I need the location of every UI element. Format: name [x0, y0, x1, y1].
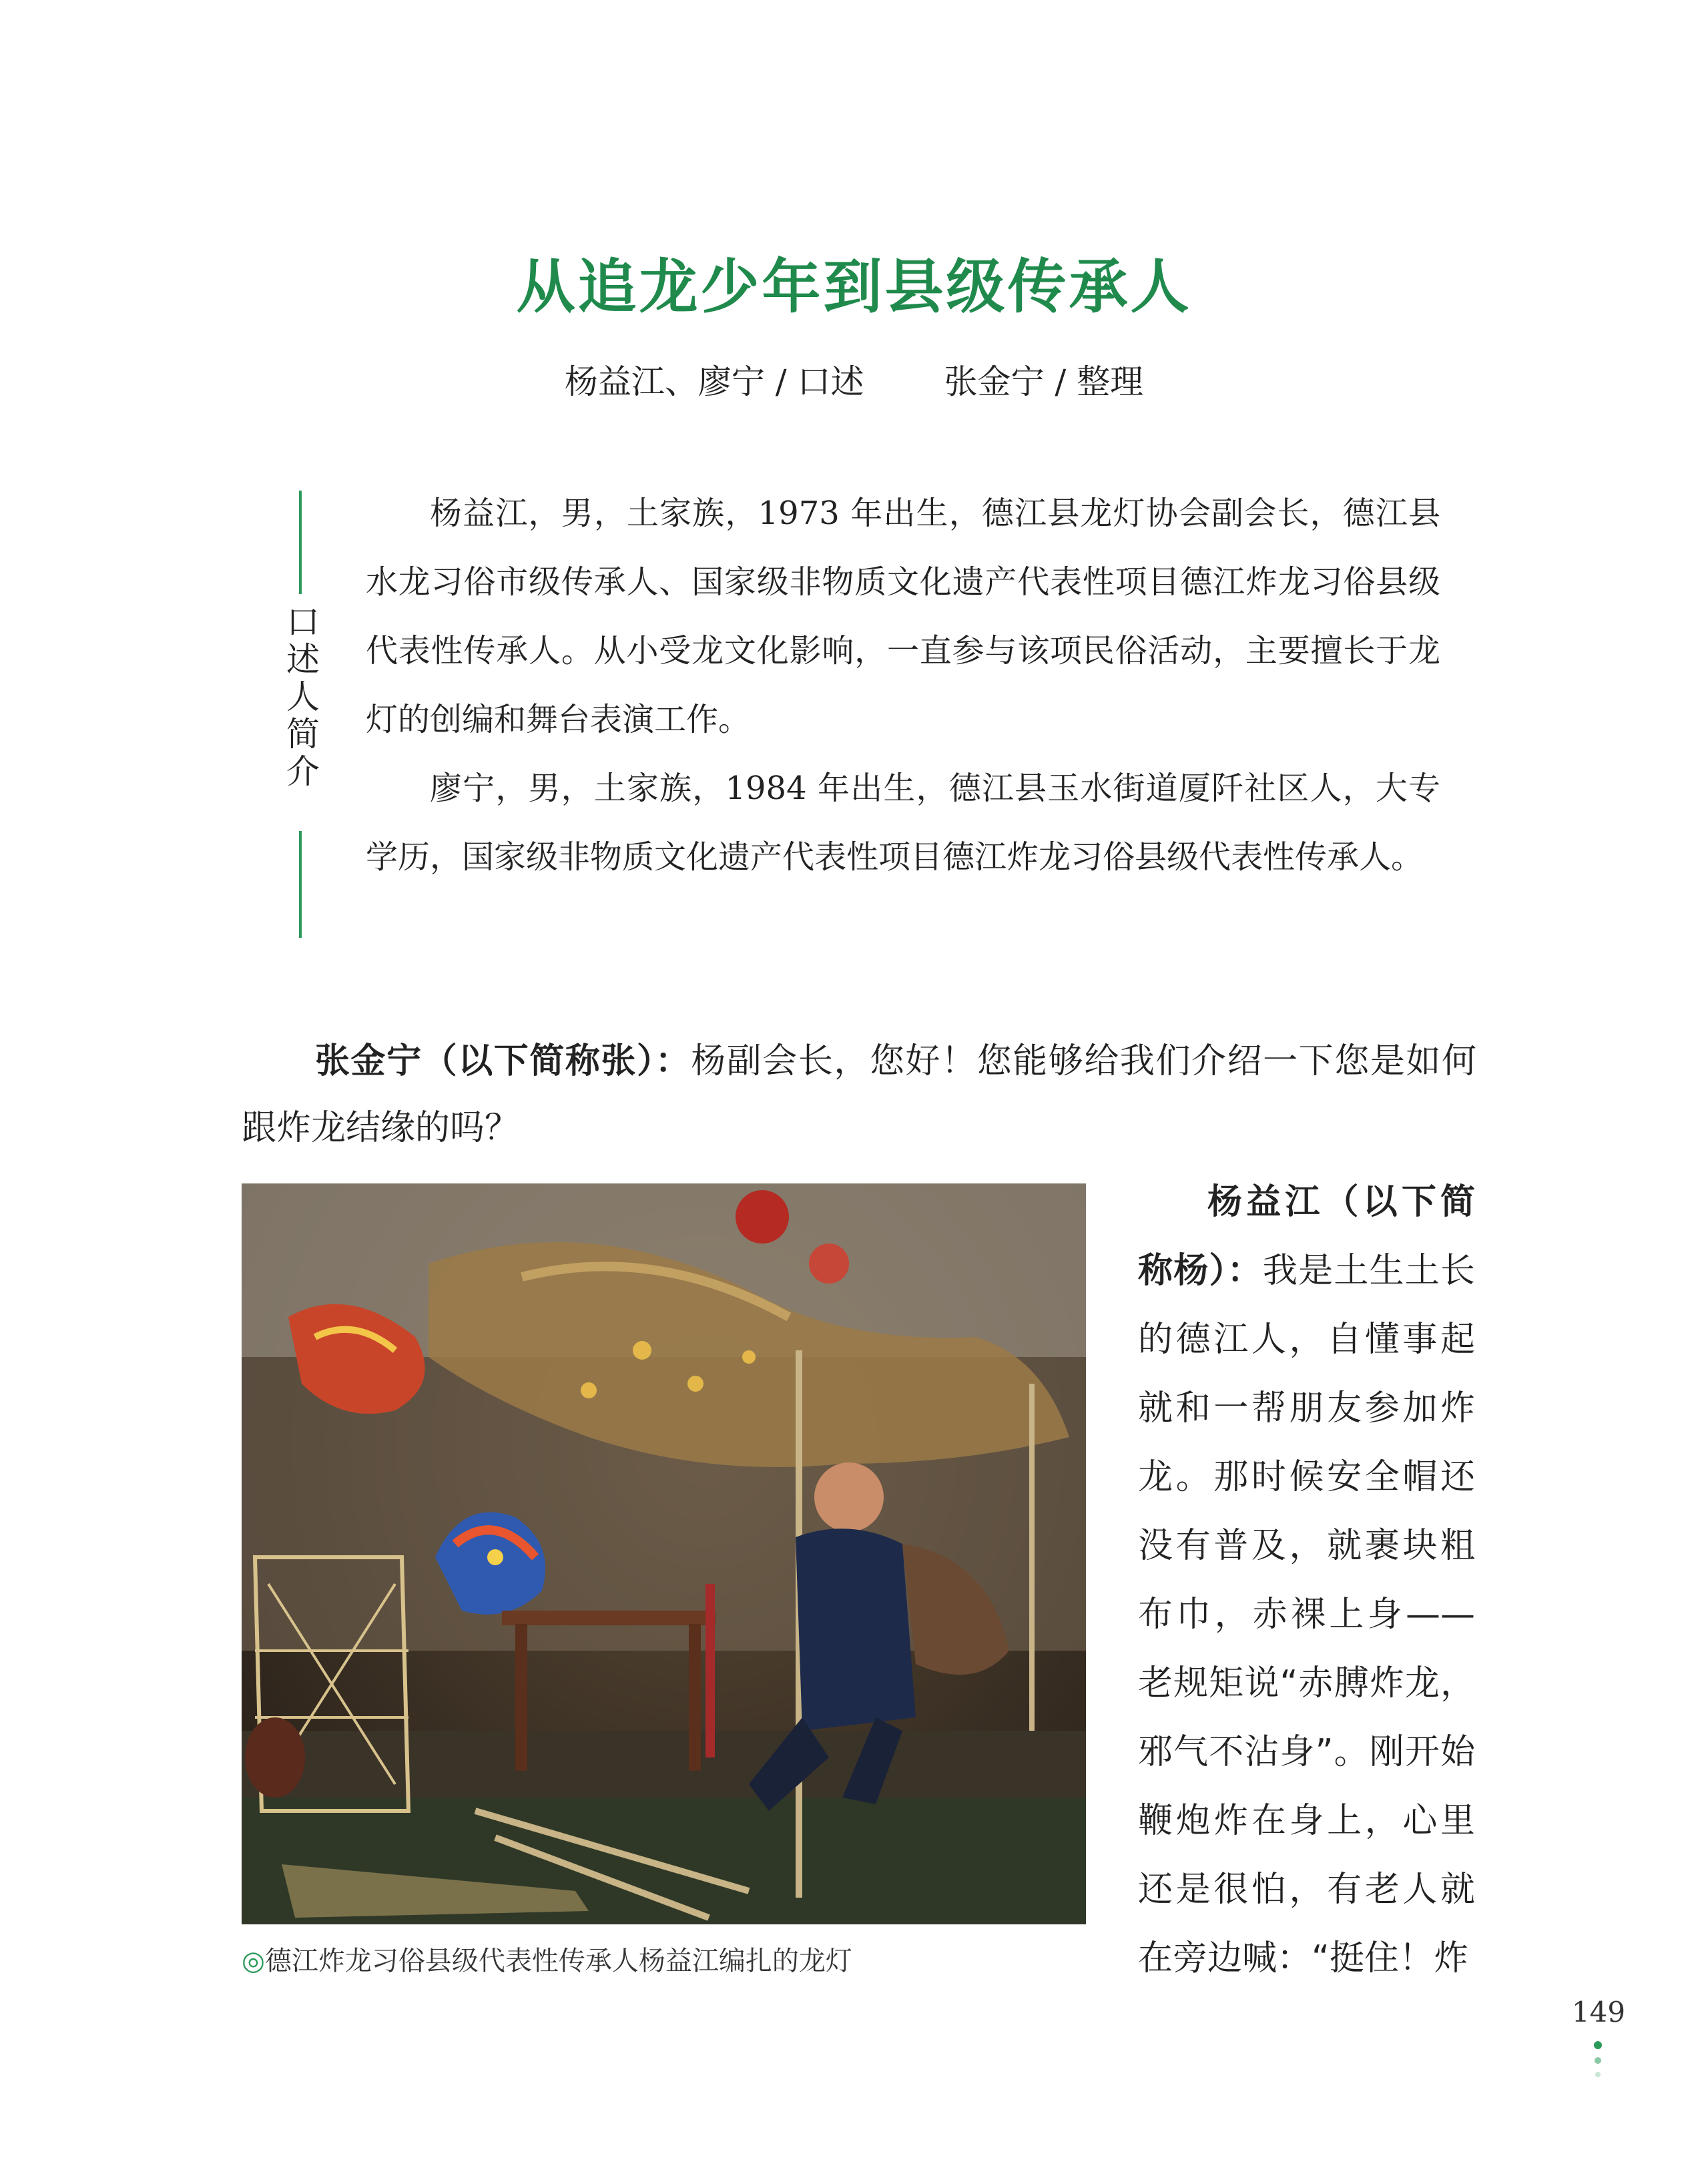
answer-paragraph: [1138, 1168, 1475, 1993]
question-text: 杨副会长，您好！您能够给我们介绍一下您是如何跟炸龙结缘的吗？: [242, 1041, 1476, 1148]
page-dot-1: [1594, 2041, 1602, 2049]
caption-mark: ◎: [242, 1946, 265, 1976]
question-speaker: 张金宁（以下简称张）：: [315, 1041, 691, 1081]
question-paragraph: [242, 1028, 1476, 1161]
intro-paragraph-1: 杨益江，男，土家族，1973 年出生，德江县龙灯协会副会长，德江县水龙习俗市级传承人、国家级非物质文化遗产代表性项目德江炸龙习俗县级代表性传承人。从小受龙文化影响，一直参与该项民俗活动，主要擅长于龙灯的创编和舞台表演工作。: [366, 495, 1440, 738]
byline-oral: 杨益江、廖宁 / 口述: [564, 362, 864, 401]
intro-paragraph-2: 廖宁，男，土家族，1984 年出生，德江县玉水街道厦阡社区人，大专学历，国家级非物质文化遗产代表性项目德江炸龙习俗县级代表性传承人。: [366, 770, 1440, 876]
article-title: 从追龙少年到县级传承人: [516, 252, 1192, 321]
intro-rule-top: [299, 491, 302, 594]
intro-block: [366, 479, 1440, 892]
photo-caption: [242, 1940, 1109, 1978]
intro-label: 口述人简介: [281, 604, 320, 791]
photo-illustration: [242, 1183, 1086, 1924]
dragon-lantern-photo: [242, 1183, 1086, 1924]
answer-speaker: 杨益江（以下简称杨）：: [1138, 1182, 1475, 1291]
page-number: 149: [1571, 1996, 1626, 2028]
page-dot-2: [1595, 2057, 1601, 2064]
intro-sidebar: [274, 491, 327, 938]
page-dot-3: [1595, 2072, 1601, 2077]
answer-text: 我是土生土长的德江人，自懂事起就和一帮朋友参加炸龙。那时候安全帽还没有普及，就裹块粗布巾，赤裸上身——老规矩说“赤膊炸龙，邪气不沾身”。刚开始鞭炮炸在身上，心里还是很怕，有老人就在旁边喊：“挺住！炸: [1138, 1251, 1475, 1978]
byline: [0, 355, 1708, 403]
intro-rule-bottom: [299, 831, 302, 938]
byline-editor: 张金宁 / 整理: [944, 362, 1144, 401]
caption-text: 德江炸龙习俗县级代表性传承人杨益江编扎的龙灯: [264, 1946, 852, 1976]
